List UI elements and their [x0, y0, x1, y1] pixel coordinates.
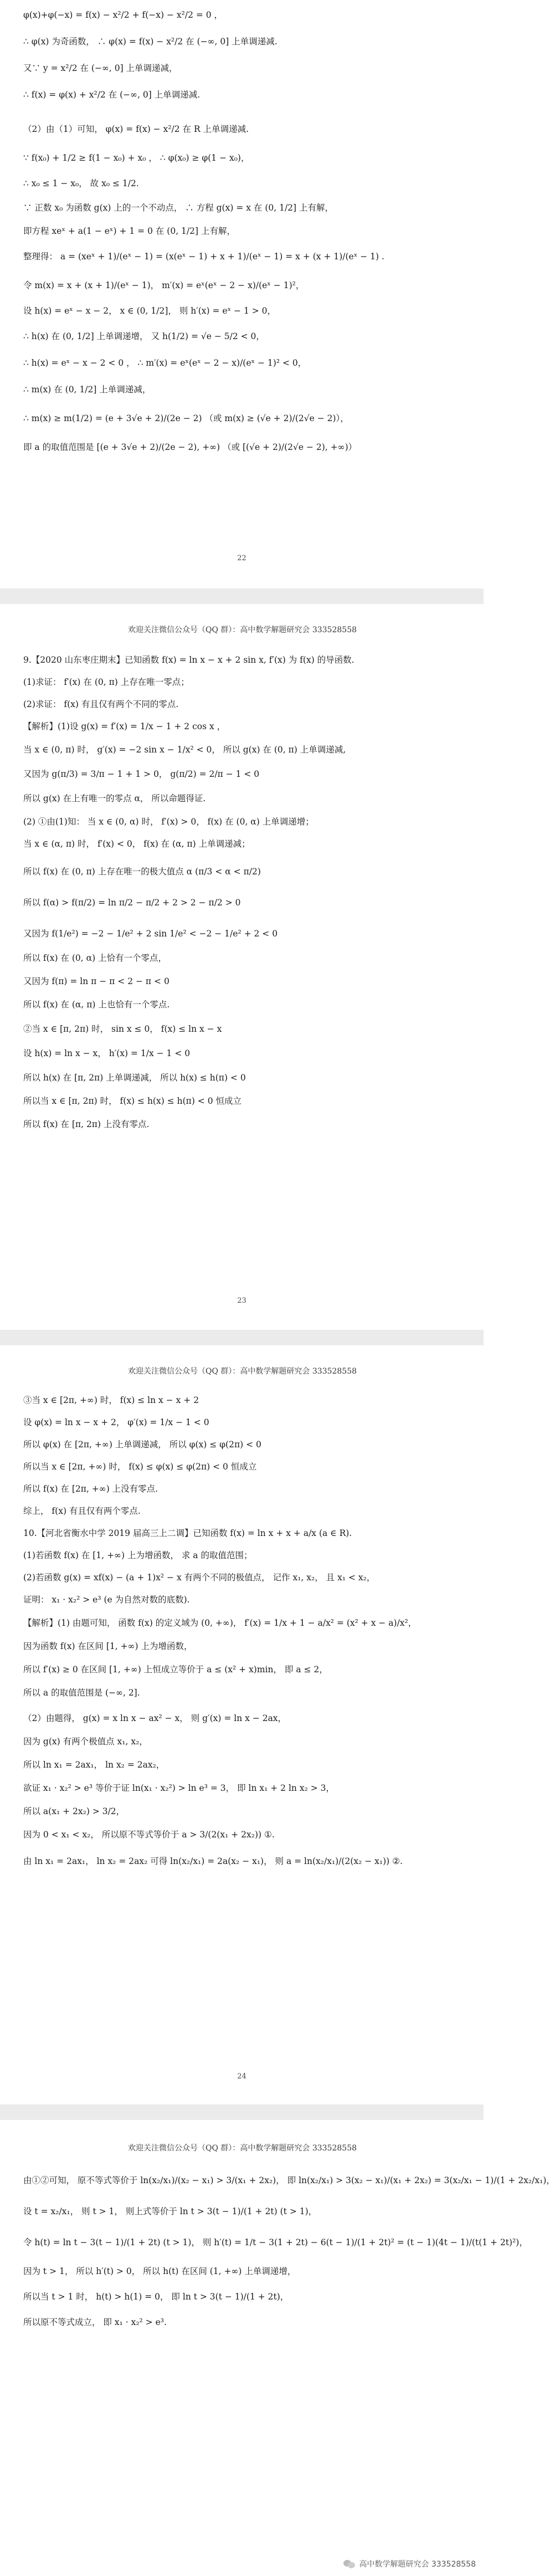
text-line: 所以 ln x₁ = 2ax₁， ln x₂ = 2ax₂， [23, 1760, 165, 1770]
text-line: 所以当 x ∈ [2π, +∞) 时， f(x) ≤ φ(x) ≤ φ(2π) < 0 恒成立 [23, 1462, 257, 1472]
text-line: ∵ f(x₀) + 1/2 ≥ f(1 − x₀) + x₀ ， ∴ φ(x₀) ≥ φ(1 − x₀)， [23, 153, 250, 163]
text-line: 因为函数 f(x) 在区间 [1, +∞) 上为增函数， [23, 1641, 193, 1651]
text-line: 所以 f(x) 在 [π, 2π) 上没有零点. [23, 1119, 150, 1129]
text-line: (1)若函数 f(x) 在 [1, +∞) 上为增函数， 求 a 的取值范围； [23, 1550, 253, 1560]
problem-title: 9.【2020 山东枣庄期末】已知函数 f(x) = ln x − x + 2 sin x, f′(x) 为 f(x) 的导函数. [23, 655, 354, 665]
text-line: ②当 x ∈ [π, 2π) 时， sin x ≤ 0， f(x) ≤ ln x − x [23, 1024, 222, 1034]
text-line: φ(x)+φ(−x) = f(x) − x²/2 + f(−x) − x²/2 = 0 ， [23, 10, 223, 20]
text-line: 即 a 的取值范围是 [(e + 3√e + 2)/(2e − 2), +∞) （或 [(√e + 2)/(2√e − 2), +∞)） [23, 442, 357, 452]
text-line: ③当 x ∈ [2π, +∞) 时， f(x) ≤ ln x − x + 2 [23, 1395, 199, 1405]
text-line: 所以 f(x) 在 [2π, +∞) 上没有零点. [23, 1484, 158, 1494]
text-line: 所以 f(x) 在 (0, π) 上存在唯一的极大值点 α (π/3 < α < π/2) [23, 867, 261, 877]
page-number: 23 [237, 1297, 246, 1305]
text-line: ∴ h(x) = eˣ − x − 2 < 0 ， ∴ m′(x) = eˣ(eˣ − 2 − x)/(eˣ − 1)² < 0， [23, 358, 307, 368]
text-line: 又因为 g(π/3) = 3/π − 1 + 1 > 0， g(π/2) = 2/π − 1 < 0 [23, 769, 260, 779]
brand-text: 高中数学解题研究会 333528558 [359, 2560, 476, 2569]
text-line: (2) ①由(1)知： 当 x ∈ (0, α) 时， f′(x) > 0， f(x) 在 (0, α) 上单调递增； [23, 817, 314, 827]
text-line: 综上， f(x) 有且仅有两个零点. [23, 1506, 141, 1516]
text-line: 欲证 x₁ · x₂² > e³ 等价于证 ln(x₁ · x₂²) > ln e³ = 3， 即 ln x₁ + 2 ln x₂ > 3， [23, 1783, 335, 1793]
text-line: 【解析】(1)设 g(x) = f′(x) = 1/x − 1 + 2 cos x ， [23, 721, 226, 731]
page-header: 欢迎关注微信公众号（QQ 群）：高中数学解题研究会 333528558 [127, 626, 357, 634]
text-line: （2）由（1）可知， φ(x) = f(x) − x²/2 在 R 上单调递减. [23, 124, 249, 134]
text-line: 【解析】(1) 由题可知， 函数 f(x) 的定义域为 (0, +∞)， f′(x) = 1/x + 1 − a/x² = (x² + x − a)/x²， [23, 1618, 417, 1628]
text-line: 所以当 t > 1 时， h(t) > h(1) = 0， 即 ln t > 3(t − 1)/(1 + 2t)， [23, 2292, 289, 2302]
page-24 [0, 1345, 484, 2104]
page-gap [0, 588, 484, 604]
text-line: 设 h(x) = ln x − x， h′(x) = 1/x − 1 < 0 [23, 1048, 191, 1058]
problem-title: 10.【河北省衡水中学 2019 届高三上二调】已知函数 f(x) = ln x + x + a/x (a ∈ R). [23, 1528, 352, 1538]
text-line: ∴ h(x) 在 (0, 1/2] 上单调递增， 又 h(1/2) = √e − 5/2 < 0， [23, 331, 265, 341]
text-line: 所以当 x ∈ [π, 2π) 时， f(x) ≤ h(x) ≤ h(π) < 0 恒成立 [23, 1096, 242, 1106]
text-line: 因为 t > 1， 所以 h′(t) > 0， 所以 h(t) 在区间 (1, +∞) 上单调递增， [23, 2266, 296, 2276]
text-line: 由 ln x₁ = 2ax₁， ln x₂ = 2ax₂ 可得 ln(x₂/x₁) = 2a(x₂ − x₁)， 则 a = ln(x₂/x₁)/(2(x₂ − x₁)) ②. [23, 1856, 403, 1866]
text-line: 又∵ y = x²/2 在 (−∞, 0] 上单调递减， [23, 63, 178, 73]
text-line: ∴ x₀ ≤ 1 − x₀， 故 x₀ ≤ 1/2. [23, 178, 139, 188]
text-line: (2)求证： f(x) 有且仅有两个不同的零点. [23, 699, 179, 709]
text-line: 所以 h(x) 在 [π, 2π) 上单调递减， 所以 h(x) ≤ h(π) < 0 [23, 1073, 246, 1083]
text-line: 所以原不等式成立， 即 x₁ · x₂² > e³. [23, 2317, 167, 2327]
text-line: （2）由题得， g(x) = x ln x − ax² − x， 则 g′(x) = ln x − 2ax， [23, 1713, 287, 1723]
page-23 [0, 604, 484, 1330]
text-line: 所以 a(x₁ + 2x₂) > 3/2， [23, 1806, 125, 1816]
text-line: 令 h(t) = ln t − 3(t − 1)/(1 + 2t) (t > 1)， 则 h′(t) = 1/t − 3(1 + 2t) − 6(t − 1)/(1 + 2t)² = (t − 1)(4t − 1)/(t(1 + 2t)²)， [23, 2237, 528, 2247]
text-line: 所以 f′(x) ≥ 0 在区间 [1, +∞) 上恒成立等价于 a ≤ (x² + x)min， 即 a ≤ 2， [23, 1665, 328, 1674]
text-line: 设 t = x₂/x₁， 则 t > 1， 则上式等价于 ln t > 3(t − 1)/(1 + 2t) (t > 1)， [23, 2206, 317, 2216]
text-line: 即方程 xeˣ + a(1 − eˣ) + 1 = 0 在 (0, 1/2] 上有解， [23, 226, 235, 236]
text-line: ∵ 正数 x₀ 为函数 g(x) 上的一个不动点， ∴ 方程 g(x) = x 在 (0, 1/2] 上有解， [23, 203, 334, 213]
page-22 [0, 0, 484, 588]
page-number: 22 [237, 554, 246, 562]
text-line: 由①②可知， 原不等式等价于 ln(x₂/x₁)/(x₂ − x₁) > 3/(x₁ + 2x₂)， 即 ln(x₂/x₁) > 3(x₂ − x₁)/(x₁ + 2x₂) = 3(x₂/x₁ − 1)/(1 + 2x₂/x₁)， [23, 2175, 555, 2185]
text-line: ∴ f(x) = φ(x) + x²/2 在 (−∞, 0] 上单调递减. [23, 90, 201, 100]
text-line: (2)若函数 g(x) = xf(x) − (a + 1)x² − x 有两个不同的极值点， 记作 x₁, x₂， 且 x₁ < x₂， [23, 1573, 376, 1583]
text-line: 当 x ∈ (α, π) 时， f′(x) < 0， f(x) 在 (α, π) 上单调递减； [23, 839, 250, 849]
page-header: 欢迎关注微信公众号（QQ 群）：高中数学解题研究会 333528558 [127, 1367, 357, 1376]
page-gap [0, 1330, 484, 1345]
text-line: 设 φ(x) = ln x − x + 2， φ′(x) = 1/x − 1 < 0 [23, 1417, 209, 1427]
text-line: 又因为 f(1/e²) = −2 − 1/e² + 2 sin 1/e² < −2 − 1/e² + 2 < 0 [23, 929, 278, 939]
text-line: (1)求证： f′(x) 在 (0, π) 上存在唯一零点； [23, 677, 189, 687]
wechat-icon [343, 2559, 356, 2569]
text-line: 令 m(x) = x + (x + 1)/(eˣ − 1)， m′(x) = eˣ(eˣ − 2 − x)/(eˣ − 1)²， [23, 280, 305, 290]
text-line: ∴ m(x) 在 (0, 1/2] 上单调递减， [23, 385, 151, 395]
text-line: 证明： x₁ · x₂² > e³ (e 为自然对数的底数). [23, 1595, 190, 1605]
text-line: 所以 f(α) > f(π/2) = ln π/2 − π/2 + 2 > 2 − π/2 > 0 [23, 898, 241, 908]
text-line: 所以 g(x) 在上有唯一的零点 α， 所以命题得证. [23, 793, 206, 803]
text-line: 所以 f(x) 在 (α, π) 上也恰有一个零点. [23, 1000, 170, 1010]
page-number: 24 [237, 2072, 246, 2081]
text-line: 因为 g(x) 有两个极值点 x₁, x₂， [23, 1737, 148, 1747]
text-line: 因为 0 < x₁ < x₂， 所以原不等式等价于 a > 3/(2(x₁ + 2x₂)) ①. [23, 1830, 275, 1840]
text-line: 所以 f(x) 在 (0, α) 上恰有一个零点， [23, 953, 167, 963]
page-25 [0, 2120, 555, 2576]
brand-watermark [343, 2558, 476, 2569]
text-line: 设 h(x) = eˣ − x − 2， x ∈ (0, 1/2]， 则 h′(x) = eˣ − 1 > 0， [23, 306, 276, 316]
page-gap [0, 2104, 484, 2120]
text-line: 所以 φ(x) 在 [2π, +∞) 上单调递减， 所以 φ(x) ≤ φ(2π) < 0 [23, 1440, 261, 1450]
text-line: ∴ m(x) ≥ m(1/2) = (e + 3√e + 2)/(2e − 2) （或 m(x) ≥ (√e + 2)/(2√e − 2)）， [23, 413, 349, 423]
text-line: 所以 a 的取值范围是 (−∞, 2]. [23, 1688, 140, 1698]
page-header: 欢迎关注微信公众号（QQ 群）：高中数学解题研究会 333528558 [127, 2144, 357, 2153]
text-line: 整理得： a = (xeˣ + 1)/(eˣ − 1) = (x(eˣ − 1) + x + 1)/(eˣ − 1) = x + (x + 1)/(eˣ − 1) . [23, 252, 384, 262]
text-line: ∴ φ(x) 为奇函数， ∴ φ(x) = f(x) − x²/2 在 (−∞, 0] 上单调递减. [23, 37, 278, 47]
text-line: 当 x ∈ (0, π) 时， g′(x) = −2 sin x − 1/x² < 0， 所以 g(x) 在 (0, π) 上单调递减, [23, 745, 346, 755]
text-line: 又因为 f(π) = ln π − π < 2 − π < 0 [23, 976, 169, 986]
